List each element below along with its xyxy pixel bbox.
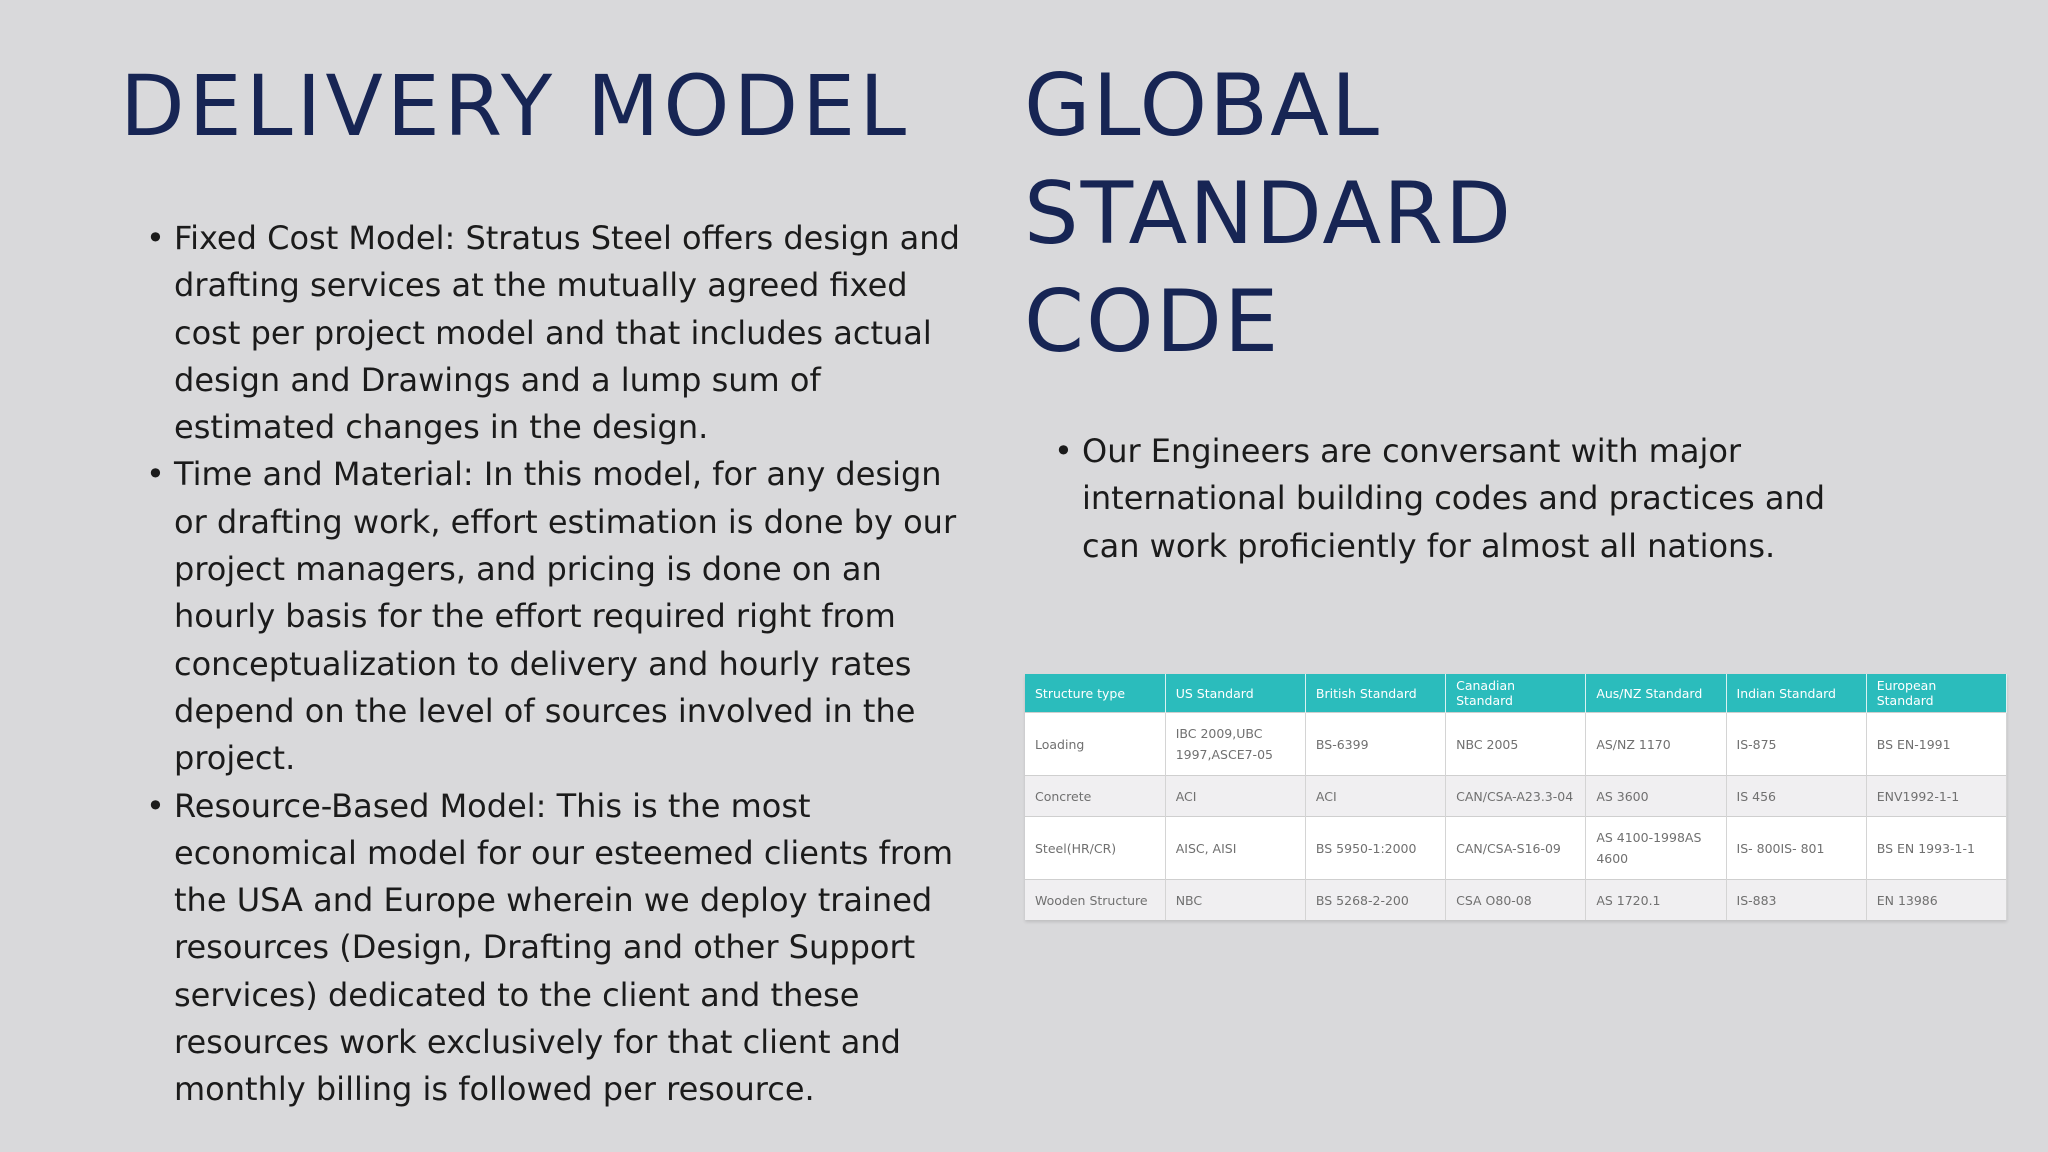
table-cell: Steel(HR/CR) <box>1025 817 1165 880</box>
table-cell: Loading <box>1025 713 1165 776</box>
column-header: British Standard <box>1305 674 1445 713</box>
table-cell: Concrete <box>1025 776 1165 817</box>
title-line: CODE <box>1024 272 1281 372</box>
table-row <box>1025 880 2007 921</box>
table-cell: IS-883 <box>1726 880 1866 921</box>
table-header-row <box>1025 674 2007 713</box>
table-cell: NBC 2005 <box>1446 713 1586 776</box>
table-cell: AS 3600 <box>1586 776 1726 817</box>
table-cell: BS-6399 <box>1305 713 1445 776</box>
column-header: Structure type <box>1025 674 1165 713</box>
delivery-model-list <box>144 215 984 1114</box>
column-header: Aus/NZ Standard <box>1586 674 1726 713</box>
table-cell: BS EN 1993-1-1 <box>1866 817 2006 880</box>
global-standard-list <box>1052 428 1892 570</box>
table-cell: BS 5950-1:2000 <box>1305 817 1445 880</box>
delivery-model-title: DELIVERY MODEL <box>120 57 911 155</box>
table-cell: CSA O80-08 <box>1446 880 1586 921</box>
table-cell: IS 456 <box>1726 776 1866 817</box>
title-line: STANDARD <box>1024 164 1514 264</box>
table-cell: NBC <box>1165 880 1305 921</box>
table-cell: EN 13986 <box>1866 880 2006 921</box>
column-header: European Standard <box>1866 674 2006 713</box>
table-cell: AISC, AISI <box>1165 817 1305 880</box>
column-header: Canadian Standard <box>1446 674 1586 713</box>
table-cell: IS-875 <box>1726 713 1866 776</box>
standards-table <box>1025 674 2007 920</box>
table-cell: ACI <box>1305 776 1445 817</box>
column-header: Indian Standard <box>1726 674 1866 713</box>
list-item: • Fixed Cost Model: Stratus Steel offers design and drafting services at the mutually agreed fixed cost per project model and that includes actual design and Drawings and a lump sum of estimated changes in the design. <box>144 215 984 451</box>
table-cell: BS EN-1991 <box>1866 713 2006 776</box>
table-cell: BS 5268-2-200 <box>1305 880 1445 921</box>
title-line: GLOBAL <box>1024 56 1381 156</box>
table-cell: IS- 800IS- 801 <box>1726 817 1866 880</box>
list-item: • Resource-Based Model: This is the most economical model for our esteemed clients from the USA and Europe wherein we deploy trained resources (Design, Drafting and other Support services) dedicated to the client and these resources work exclusively for that client and monthly billing is followed per resource. <box>144 783 984 1114</box>
table-row <box>1025 817 2007 880</box>
table-cell: IBC 2009,UBC 1997,ASCE7-05 <box>1165 713 1305 776</box>
table-cell: ACI <box>1165 776 1305 817</box>
table-cell: AS/NZ 1170 <box>1586 713 1726 776</box>
table-cell: AS 4100-1998AS 4600 <box>1586 817 1726 880</box>
table-cell: ENV1992-1-1 <box>1866 776 2006 817</box>
global-standard-code-title <box>1024 52 1924 376</box>
list-item: • Our Engineers are conversant with major international building codes and practices and can work proficiently for almost all nations. <box>1052 428 1892 570</box>
table-cell: CAN/CSA-S16-09 <box>1446 817 1586 880</box>
column-header: US Standard <box>1165 674 1305 713</box>
table-cell: CAN/CSA-A23.3-04 <box>1446 776 1586 817</box>
table-row <box>1025 713 2007 776</box>
table-cell: AS 1720.1 <box>1586 880 1726 921</box>
table-row <box>1025 776 2007 817</box>
list-item: • Time and Material: In this model, for any design or drafting work, effort estimation is done by our project managers, and pricing is done on an hourly basis for the effort required right from conceptualization to delivery and hourly rates depend on the level of sources involved in the project. <box>144 451 984 782</box>
table-cell: Wooden Structure <box>1025 880 1165 921</box>
